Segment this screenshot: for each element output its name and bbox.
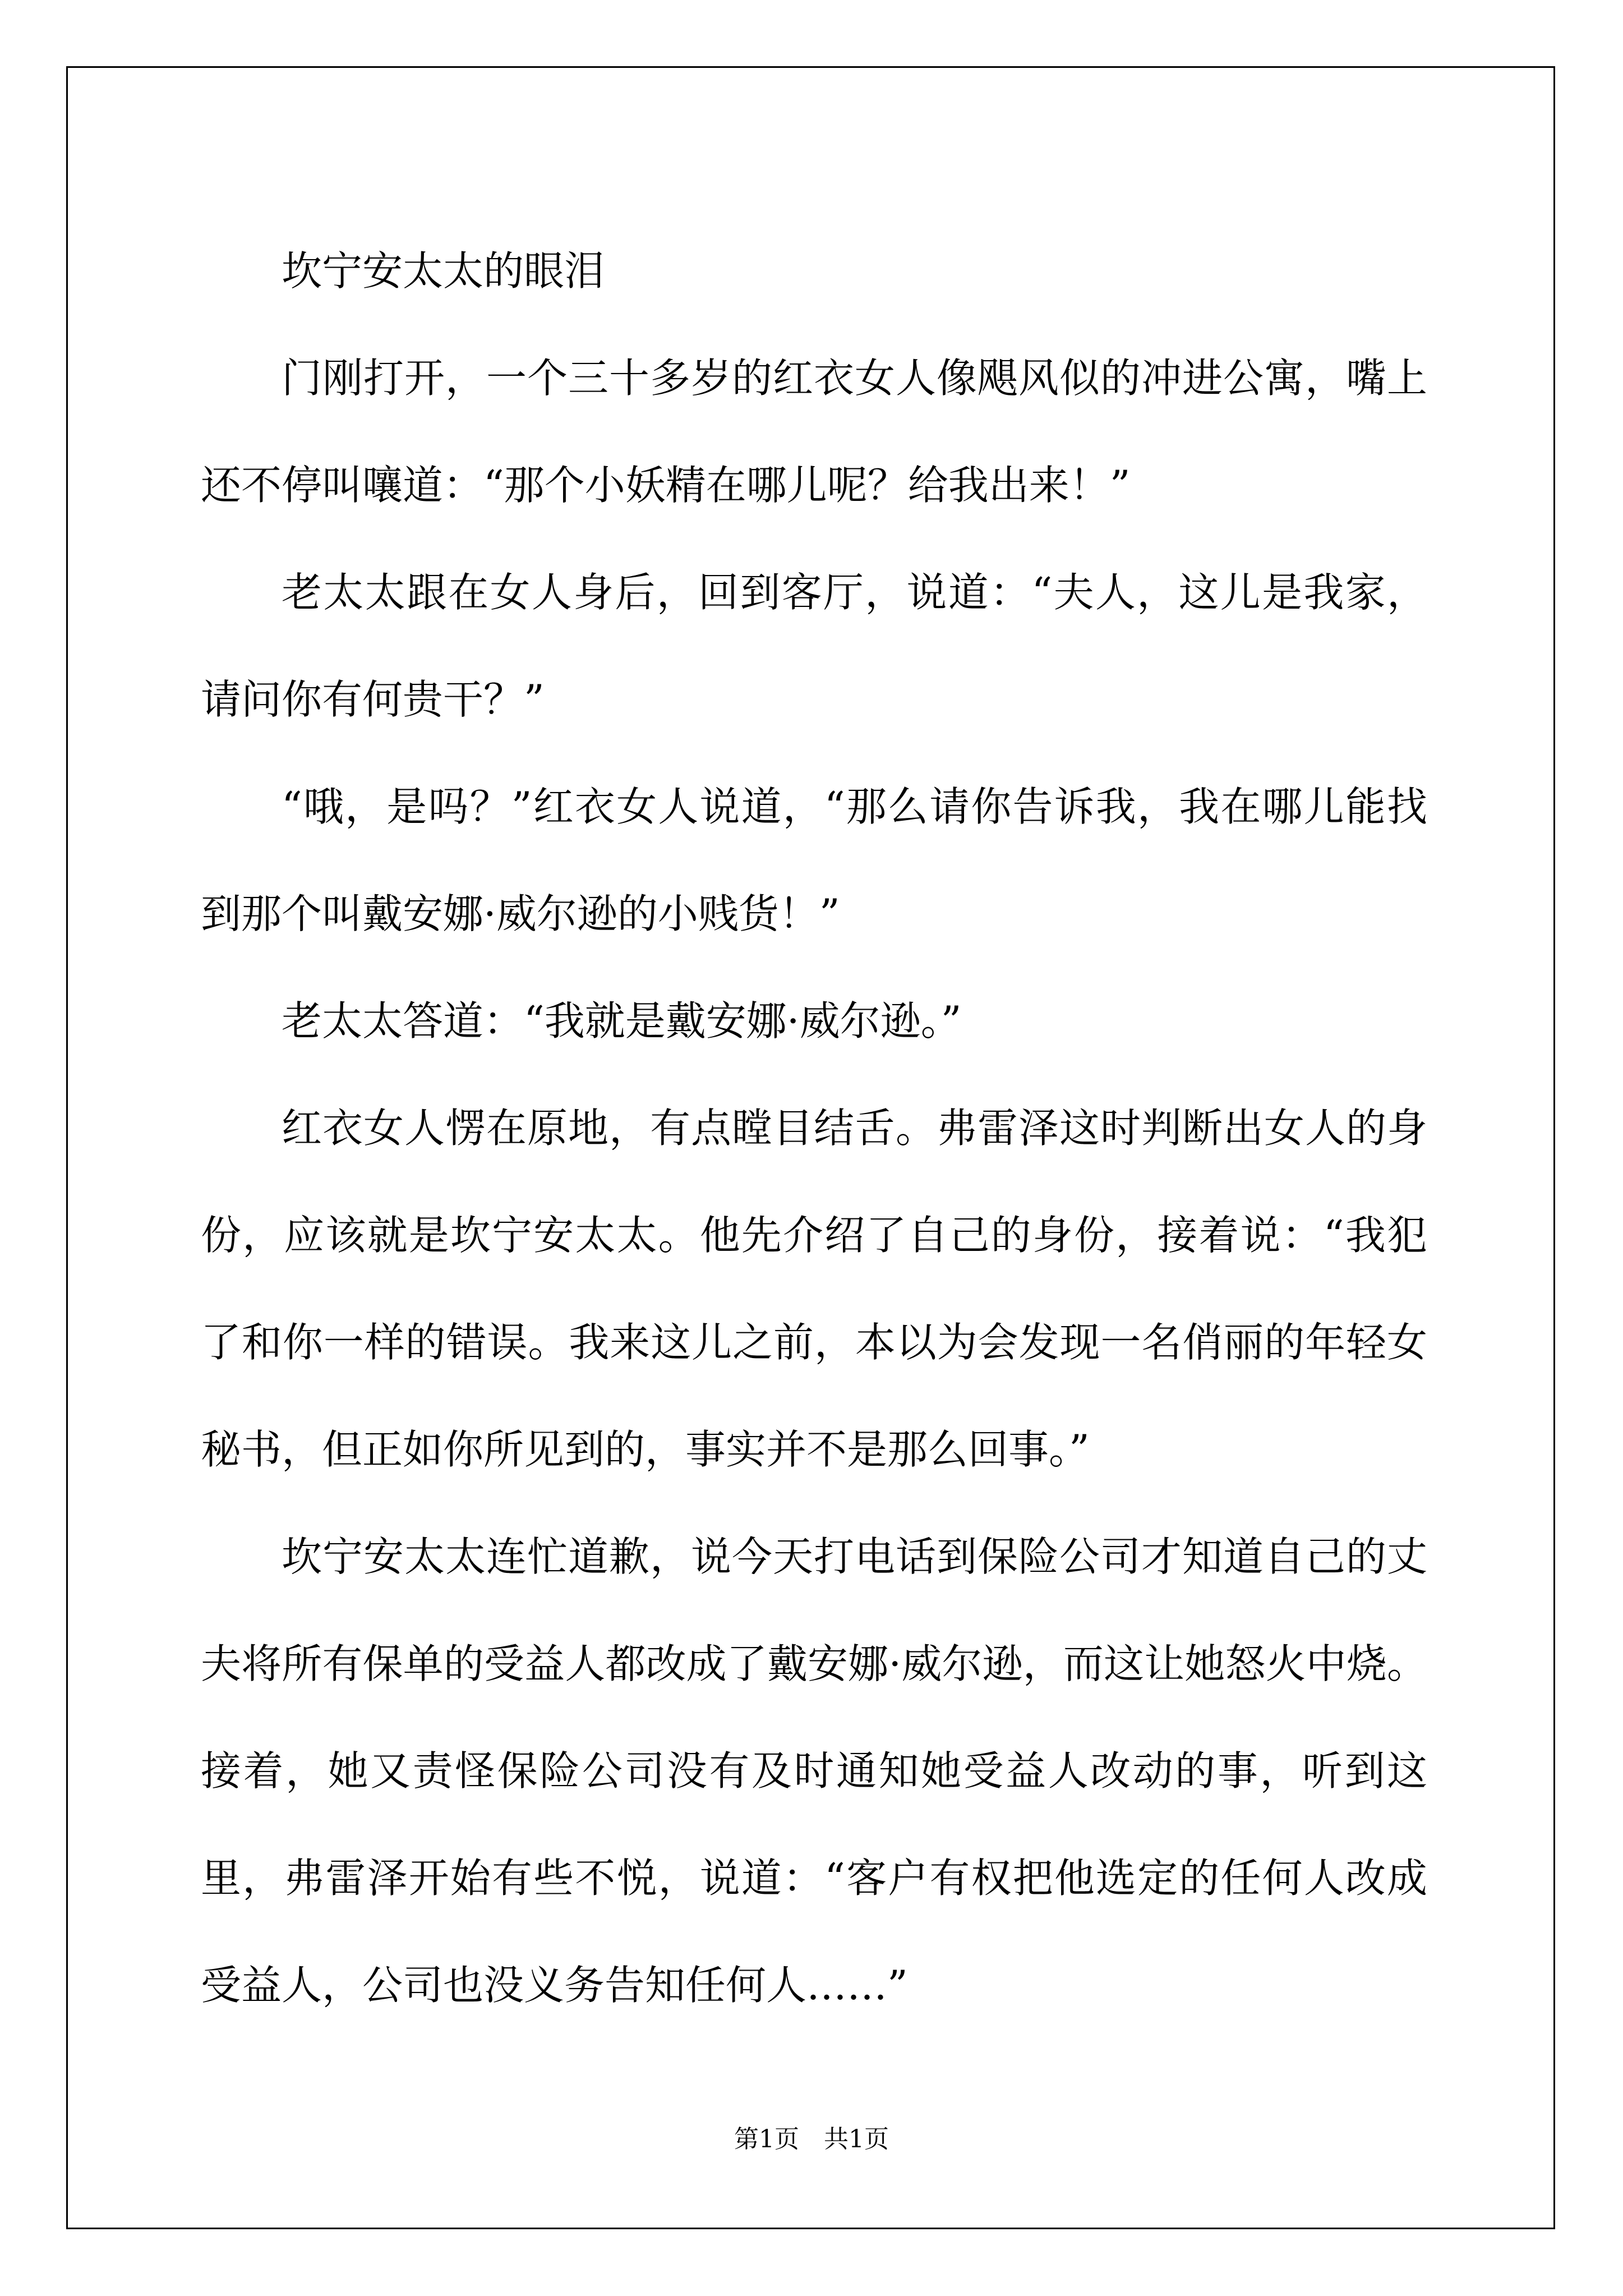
- paragraph: 红衣女人愣在原地，有点瞠目结舌。弗雷泽这时判断出女人的身份，应该就是坎宁安太太。他先介绍了自己的身份，接着说：“我犯了和你一样的错误。我来这儿之前，本以为会发现一名俏丽的年轻女秘书，但正如你所见到的，事实并不是那么回事。”: [201, 1105, 1427, 1473]
- paragraph: 门刚打开，一个三十多岁的红衣女人像飓风似的冲进公寓，嘴上还不停叫嚷道：“那个小妖精在哪儿呢？给我出来！”: [201, 355, 1427, 509]
- paragraph: “哦，是吗？”红衣女人说道，“那么请你告诉我，我在哪儿能找到那个叫戴安娜·威尔逊的小贱货！”: [201, 783, 1427, 937]
- paragraph: 老太太答道：“我就是戴安娜·威尔逊。”: [282, 997, 962, 1045]
- document-body: [201, 218, 1427, 2039]
- page-total: 共1页: [824, 2125, 889, 2154]
- page-number: 第1页: [734, 2125, 799, 2154]
- paragraph: 老太太跟在女人身后，回到客厅，说道：“夫人，这儿是我家，请问你有何贵干？”: [201, 569, 1427, 723]
- page-footer: [0, 2123, 1623, 2156]
- document-title: 坎宁安太太的眼泪: [282, 247, 605, 295]
- paragraph: 坎宁安太太连忙道歉，说今天打电话到保险公司才知道自己的丈夫将所有保单的受益人都改成了戴安娜·威尔逊，而这让她怒火中烧。接着，她又责怪保险公司没有及时通知她受益人改动的事，听到这里，弗雷泽开始有些不悦，说道：“客户有权把他选定的任何人改成受益人，公司也没义务告知任何人……”: [201, 1533, 1427, 2009]
